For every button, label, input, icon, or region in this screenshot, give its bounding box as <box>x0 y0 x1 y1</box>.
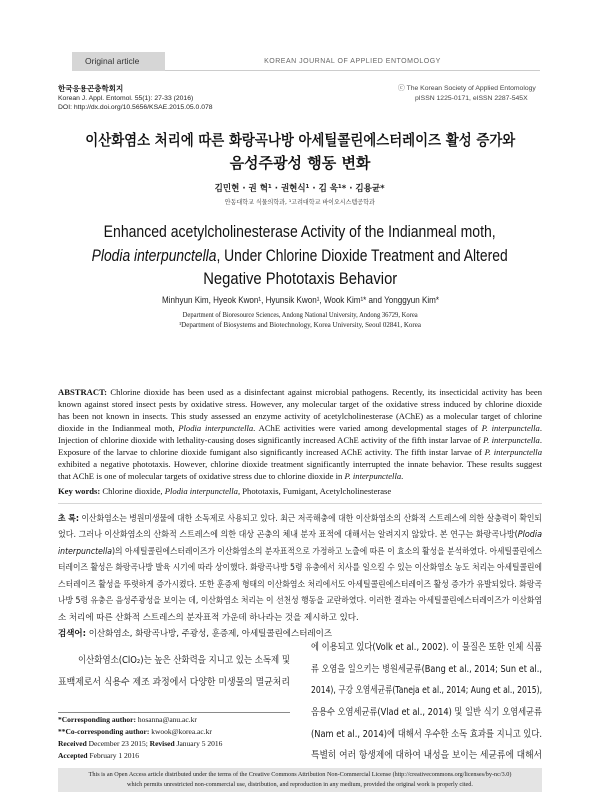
body-left-line <box>58 678 306 688</box>
authors-english-text: Minhyun Kim, Hyeok Kwon¹, Hyunsik Kwon¹, Wook Kim¹* and Yonggyun Kim* <box>161 294 439 305</box>
abstract-korean-text <box>58 531 542 540</box>
body-right-line <box>311 730 575 740</box>
abstract-segment: . AChE activities were varied among developmental stages of <box>253 422 482 433</box>
doi-link[interactable]: DOI: http://dx.doi.org/10.5656/KSAE.2015.05.0.078 <box>58 103 213 111</box>
abstract-korean-line <box>58 597 586 606</box>
title-english-text <box>92 248 508 265</box>
abstract-korean-segment: )의 아세틸콜린에스터레이즈가 이산화염소의 분자표적으로 가정하고 노출에 따른 이 효소의 활성을 분석하였다. 아세틸콜린에스 <box>112 546 542 557</box>
abstract-segment: Chlorine dioxide has been used as a disinfectant against microbial pathogens. Recently, its insecticidal activity has been <box>110 386 542 397</box>
co-corresponding-author-email[interactable]: kwook@korea.ac.kr <box>151 727 212 737</box>
abstract-line-text <box>58 472 403 481</box>
abstract-line <box>58 388 542 397</box>
keywords-korean-line <box>58 630 332 639</box>
species-name: Plodia interpunctella <box>178 422 254 433</box>
abstract-korean-segment: 었다. 그러나 이산화염소의 산화적 스트레스에 의한 대상 곤충의 체내 분자 표적에 대해서는 알려지지 않았다. 본 연구는 화랑곡나방( <box>58 530 518 541</box>
article-type-label: Original article <box>72 52 165 71</box>
abstract-korean-line <box>58 531 571 540</box>
section-divider <box>58 503 542 504</box>
license-text: which permits unrestricted non-commercial use, distribution, and reproduction in any medium, provided the original work is properly cited. <box>127 780 473 788</box>
keywords-segment: , Phototaxis, Fumigant, Acetylcholinesterase <box>237 485 392 496</box>
affiliation-english-text: Department of Bioresource Sciences, Andong National University, Andong 36729, Korea <box>182 310 418 319</box>
abstract-segment: Exposure of the larvae to chlorine dioxide fumigant also significantly increased AChE activity. The fifth instar larvae of <box>58 446 485 457</box>
affiliation-korean-text: 안동대학교 식물의학과, ¹고려대학교 바이오시스템공학과 <box>224 197 375 206</box>
title-english-line <box>0 248 600 265</box>
keywords-label: Key words: <box>58 485 101 496</box>
title-korean-text: 이산화염소 처리에 따른 화랑곡나방 아세틸콜린에스터레이즈 활성 증가와 <box>85 130 515 149</box>
abstract-segment: . <box>539 422 542 433</box>
abstract-line-text: known against stored insect pests by oxidative stress. However, any molecular target of the oxidative stress induced by chlorine dioxide <box>58 398 542 409</box>
body-text: 이산화염소(ClO₂)는 높은 산화력을 지니고 있는 소독제 및 <box>78 655 290 667</box>
abstract-korean-label: 초 록: <box>58 513 79 524</box>
abstract-korean-text: 나방 5령 유충은 음성주광성을 보이는 데, 이산화염소 처리는 이 선천성 행동을 교란하였다. 이러한 결과는 아세틸콜린에스터레이즈가 이산화염 <box>58 596 542 607</box>
abstract-korean-line <box>58 548 588 557</box>
abstract-line-text <box>58 448 542 457</box>
abstract-korean-line <box>58 515 584 524</box>
abstract-korean-line <box>58 581 583 590</box>
title-english-segment: , Under Chlorine Dioxide Treatment and Altered <box>216 246 508 265</box>
body-left-line <box>78 656 317 666</box>
accepted-date: February 1 2016 <box>89 751 140 761</box>
title-korean-line <box>0 130 600 149</box>
body-right-line <box>311 643 576 653</box>
abstract-line <box>58 448 542 457</box>
accepted-label: Accepted <box>58 751 88 761</box>
abstract-line-text: exhibited a negative phototaxis. However, chlorine dioxide treatment significantly interrupted the innate behavior. These results suggest <box>58 458 542 469</box>
body-text: 2014), 구강 오염세균류(Taneja et al., 2014; Aung et al., 2015), <box>311 685 542 697</box>
abstract-line-text <box>58 388 542 397</box>
keywords-korean-text <box>58 630 332 639</box>
revised-date: January 5 2016 <box>176 739 223 749</box>
received-revised-dates <box>58 740 222 748</box>
abstract-line <box>58 400 542 409</box>
body-text: 에 이용되고 있다(Volk et al., 2002). 이 물질은 또한 인체 식품 <box>311 642 542 654</box>
revised-label: Revised <box>149 739 175 749</box>
authors-korean <box>0 185 600 194</box>
received-date: December 23 2015; <box>88 739 148 749</box>
abstract-segment: dioxide in the Indianmeal moth, <box>58 422 179 433</box>
keywords-line <box>58 487 391 496</box>
species-name: Plodia interpunctella <box>164 485 238 496</box>
accepted-date-note <box>58 752 139 760</box>
title-english-line <box>0 224 600 241</box>
species-name: Plodia interpunctella <box>91 246 217 265</box>
abstract-line <box>58 472 403 481</box>
abstract-korean-segment: 이산화염소는 병원미생물에 대한 소독제로 사용되고 있다. 최근 저곡해충에 대한 이산화염소의 산화적 스트레스에 의한 살충력이 확인되 <box>81 513 542 524</box>
affiliation-english-text: ¹Department of Biosystems and Biotechnology, Korea University, Seoul 02841, Korea <box>179 320 421 329</box>
co-corresponding-author-label: **Co-corresponding author: <box>58 727 150 737</box>
affiliation-english <box>0 312 600 319</box>
title-korean-text: 음성주광성 행동 변화 <box>229 153 371 172</box>
body-right-line <box>311 708 577 718</box>
abstract-label: ABSTRACT: <box>58 386 108 397</box>
title-english-text: Negative Phototaxis Behavior <box>203 269 397 288</box>
title-english-line <box>0 271 600 288</box>
citation: Korean J. Appl. Entomol. 55(1): 27-33 (2016) <box>58 94 194 102</box>
abstract-line-text <box>58 424 542 433</box>
abstract-line <box>58 424 542 433</box>
species-name: P. interpunctella <box>344 470 402 481</box>
copyright-notice <box>398 86 536 93</box>
abstract-korean-text: 스터레이즈 활성을 뚜렷하게 증가시켰다. 또한 훈증제 형태의 이산화염소 처리에서도 아세틸콜린에스터레이즈 활성 증가가 유발되었다. 화랑곡 <box>58 579 542 590</box>
keywords-text <box>58 487 391 496</box>
co-corresponding-author-note <box>58 728 212 736</box>
body-text: 특별히 여러 항생제에 대하여 내성을 보이는 세균류에 대해서 <box>311 750 542 762</box>
abstract-line <box>58 460 542 469</box>
species-name: Plodia <box>517 530 542 541</box>
body-text: (Nam et al., 2014)에 대해서 우수한 소독 효과를 지니고 있다. <box>311 729 542 741</box>
abstract-line <box>58 412 542 421</box>
abstract-korean-text: 터레이즈 활성은 화랑곡나방 발육 시기에 따라 상이했다. 화랑곡나방 5령 유충에서 치사를 일으킬 수 있는 이산화염소 농도 처리는 아세틸콜린에 <box>58 563 542 574</box>
license-line <box>0 772 600 778</box>
species-name: P. interpunctella <box>481 422 540 433</box>
keywords-korean-segment: 이산화염소, 화랑곡나방, 주광성, 훈증제, 아세틸콜린에스터레이즈 <box>88 628 333 639</box>
copyright-text: The Korean Society of Applied Entomology <box>406 84 536 92</box>
title-english-text: Enhanced acetylcholinesterase Activity of the Indianmeal moth, <box>103 222 496 241</box>
received-label: Received <box>58 739 87 749</box>
issn: pISSN 1225-0171, eISSN 2287-545X <box>415 94 528 102</box>
abstract-korean-line <box>58 614 359 623</box>
authors-korean-text: 김민현 · 권 혁¹ · 권현식¹ · 김 욱¹* · 김용균* <box>215 183 385 194</box>
footnote-divider <box>58 712 290 713</box>
body-text: 음용수 오염세균류(Vlad et al., 2014) 및 일반 식기 오염세균류 <box>311 707 542 719</box>
license-text: This is an Open Access article distributed under the terms of the Creative Commons Attribution Non-Commercial License (http://creativecommons.org/licenses/by-nc/3.0) <box>88 770 512 778</box>
species-name: P. interpunctella <box>484 446 542 457</box>
abstract-korean-text: 소 처리에 따른 산화적 스트레스의 분자표적 가운데 하나라는 것을 제시하고 있다. <box>58 612 359 623</box>
journal-name-korean: 한국응용곤충학회지 <box>58 84 124 93</box>
authors-english <box>0 296 600 305</box>
keywords-korean-label: 검색어: <box>58 628 87 639</box>
license-line <box>0 782 600 788</box>
corresponding-author-email[interactable]: hosanna@anu.ac.kr <box>137 715 197 725</box>
copyright-icon: ⓒ <box>398 84 405 92</box>
abstract-line-text: has been not known in insects. This study assessed an enzyme activity of acetylcholinesterase (AChE) as a molecular target of chlorine <box>58 410 542 421</box>
species-name: P. interpunctella <box>482 434 540 445</box>
body-right-line <box>311 686 598 696</box>
abstract-korean-line <box>58 564 588 573</box>
keywords-segment: Chlorine dioxide, <box>102 485 165 496</box>
affiliation-english <box>0 322 600 329</box>
abstract-korean-text <box>58 548 542 557</box>
journal-name: KOREAN JOURNAL OF APPLIED ENTOMOLOGY <box>264 58 441 65</box>
journal-running-header <box>165 52 540 71</box>
corresponding-author-note <box>58 716 197 724</box>
abstract-segment: . <box>539 434 542 445</box>
species-name: interpunctella <box>58 546 113 557</box>
corresponding-author-label: *Corresponding author: <box>58 715 136 725</box>
abstract-segment: that AChE is one of molecular targets of oxidative stress due to chlorine dioxide in <box>58 470 345 481</box>
title-korean-line <box>0 153 600 172</box>
abstract-korean-text <box>58 515 542 524</box>
abstract-line-text <box>58 436 542 445</box>
abstract-segment: . <box>401 470 404 481</box>
abstract-line <box>58 436 542 445</box>
body-right-line <box>311 751 562 761</box>
abstract-segment: Injection of chlorine dioxide with lethality-causing doses significantly increased AChE activity of the fifth instar larvae of <box>58 434 483 445</box>
affiliation-korean <box>0 199 600 206</box>
body-text: 류 오염을 일으키는 병원세균류(Bang et al., 2014; Sun et al., <box>311 664 542 676</box>
body-right-line <box>311 665 579 675</box>
body-text: 표백제로서 식용수 제조 과정에서 다양한 미생물의 멸균처리 <box>58 677 290 689</box>
